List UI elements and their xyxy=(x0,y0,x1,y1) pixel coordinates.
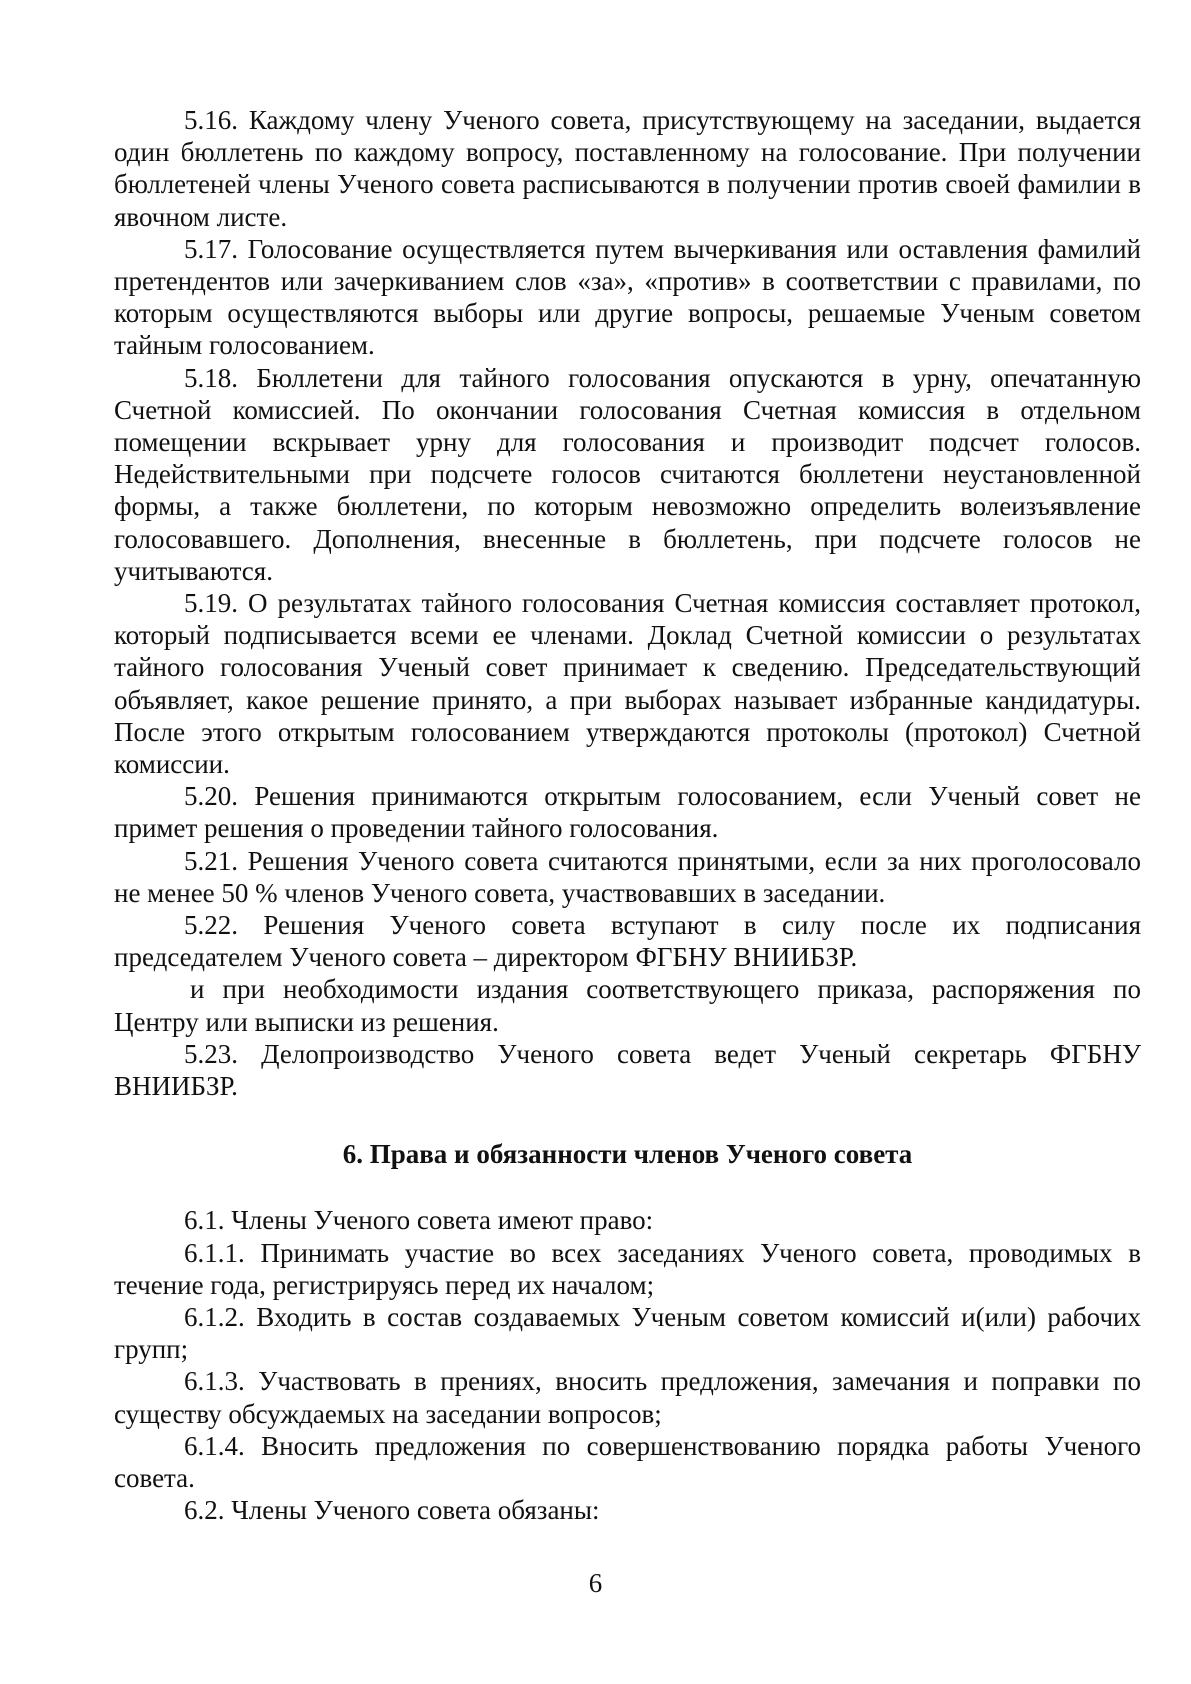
paragraph-6-1-1: 6.1.1. Принимать участие во всех заседаниях Ученого совета, проводимых в течение года, регистрируясь перед их началом; xyxy=(114,1237,1141,1300)
paragraph-5-21: 5.21. Решения Ученого совета считаются принятыми, если за них проголосовало не менее 50 % членов Ученого совета, участвовавших в заседании. xyxy=(114,845,1141,908)
paragraph-5-22: 5.22. Решения Ученого совета вступают в силу после их подписания председателем Ученого совета – директором ФГБНУ ВНИИБЗР. xyxy=(114,910,1141,973)
paragraph-5-17: 5.17. Голосование осуществляется путем вычеркивания или оставления фамилий претендентов или зачеркиванием слов «за», «против» в соответствии с правилами, по которым осуществляются выборы или другие вопросы, решаемые Ученым советом тайным голосованием. xyxy=(114,233,1141,361)
paragraph-5-19: 5.19. О результатах тайного голосования Счетная комиссия составляет протокол, который подписывается всеми ее членами. Доклад Счетной комиссии о результатах тайного голосования Ученый совет принимает к сведению. Председательствующий объявляет, какое решение принято, а при выборах называет избранные кандидатуры. После этого открытым голосованием утверждаются протоколы (протокол) Счетной комиссии. xyxy=(114,588,1141,780)
paragraph-5-16: 5.16. Каждому члену Ученого совета, присутствующему на заседании, выдается один бюллетень по каждому вопросу, поставленному на голосование. При получении бюллетеней члены Ученого совета расписываются в получении против своей фамилии в явочном листе. xyxy=(114,105,1141,232)
document-page xyxy=(114,104,1141,1526)
paragraph-5-22-continuation: и при необходимости издания соответствующего приказа, распоряжения по Центру или выписки из решения. xyxy=(114,974,1141,1037)
paragraph-6-2: 6.2. Члены Ученого совета обязаны: xyxy=(184,1495,600,1526)
paragraph-6-1-4: 6.1.4. Вносить предложения по совершенствованию порядка работы Ученого совета. xyxy=(114,1430,1141,1493)
paragraph-6-1-3: 6.1.3. Участвовать в прениях, вносить предложения, замечания и поправки по существу обсуждаемых на заседании вопросов; xyxy=(114,1366,1141,1429)
page-number: 6 xyxy=(588,1568,603,1598)
paragraph-6-1-2: 6.1.2. Входить в состав создаваемых Ученым советом комиссий и(или) рабочих групп; xyxy=(114,1301,1141,1365)
paragraph-5-20: 5.20. Решения принимаются открытым голосованием, если Ученый совет не примет решения о проведении тайного голосования. xyxy=(114,781,1141,844)
section-6-heading: 6. Права и обязанности членов Ученого совета xyxy=(342,1139,913,1170)
paragraph-5-23: 5.23. Делопроизводство Ученого совета ведет Ученый секретарь ФГБНУ ВНИИБЗР. xyxy=(114,1038,1141,1102)
paragraph-5-18: 5.18. Бюллетени для тайного голосования опускаются в урну, опечатанную Счетной комиссией. По окончании голосования Счетная комиссия в отдельном помещении вскрывает урну для голосования и производит подсчет голосов. Недействительными при подсчете голосов считаются бюллетени неустановленной формы, а также бюллетени, по которым невозможно определить волеизъявление голосовавшего. Дополнения, внесенные в бюллетень, при подсчете голосов не учитываются. xyxy=(114,362,1141,586)
paragraph-6-1: 6.1. Члены Ученого совета имеют право: xyxy=(184,1205,654,1236)
